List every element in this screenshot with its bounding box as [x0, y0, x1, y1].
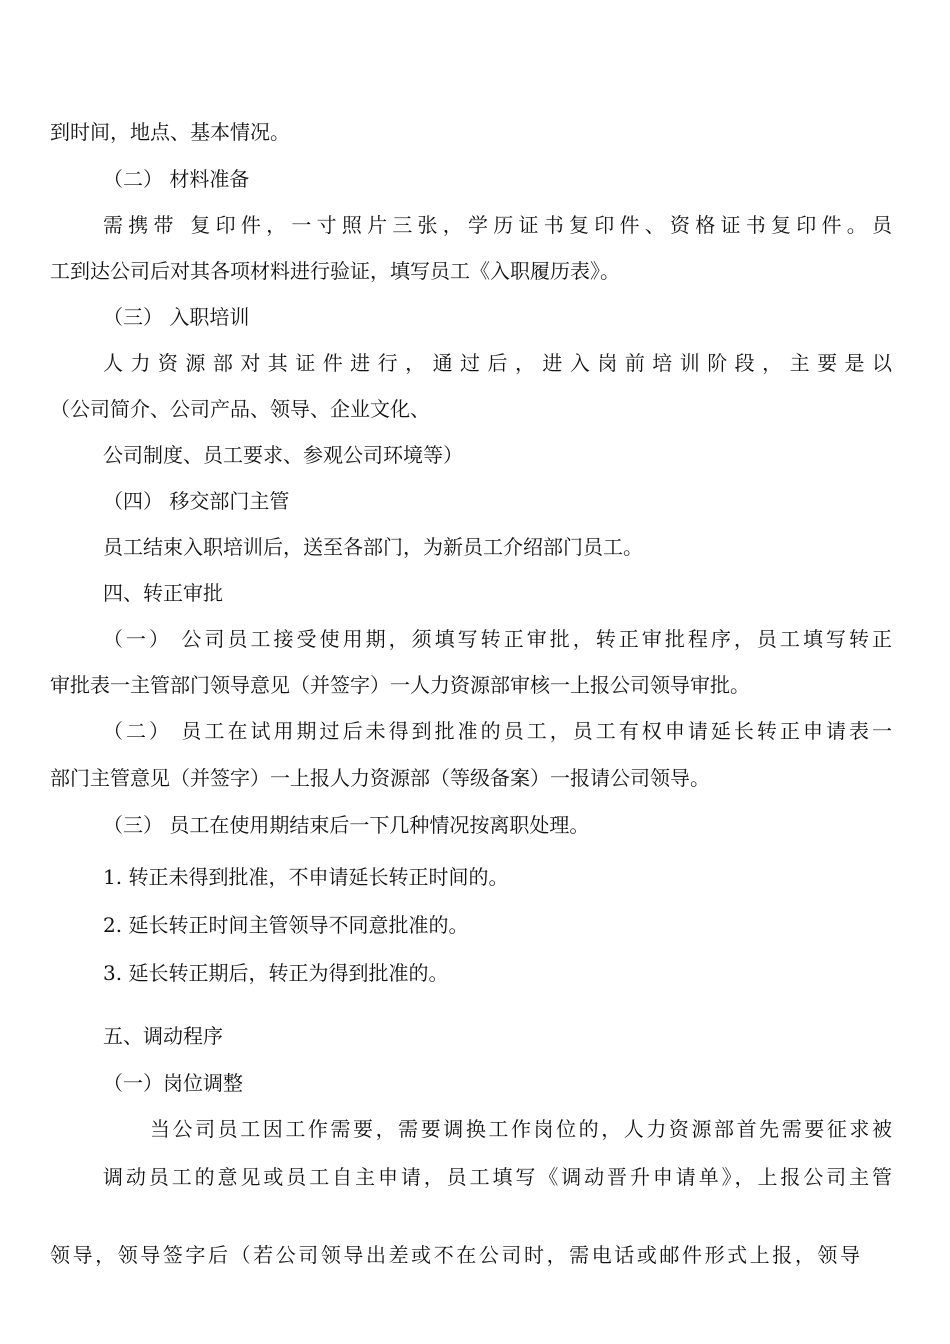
chapter-heading: 五、调动程序 — [103, 1024, 223, 1048]
paragraph-line: 调动员工的意见或员工自主申请，员工填写《调动晋升申请单》，上报公司主管 — [103, 1165, 892, 1189]
section-heading: （四） 移交部门主管 — [103, 489, 290, 513]
list-item: 1. 转正未得到批准，不申请延长转正时间的。 — [103, 865, 509, 889]
chapter-heading: 四、转正审批 — [103, 581, 223, 605]
paragraph-line: 员工结束入职培训后，送至各部门，为新员工介绍部门员工。 — [103, 535, 643, 559]
paragraph-line: 到时间，地点、基本情况。 — [50, 120, 290, 144]
section-heading: （二） 材料准备 — [103, 167, 250, 191]
paragraph-line: 当公司员工因工作需要，需要调换工作岗位的，人力资源部首先需要征求被 — [150, 1117, 892, 1141]
paragraph-line: （二） 员工在试用期过后未得到批准的员工，员工有权申请延长转正申请表一 — [103, 719, 892, 743]
paragraph-line: 部门主管意见（并签字）一上报人力资源部（等级备案）一报请公司领导。 — [50, 766, 710, 790]
list-item: 3. 延长转正期后，转正为得到批准的。 — [103, 961, 449, 985]
paragraph-line: 审批表一主管部门领导意见（并签字）一人力资源部审核一上报公司领导审批。 — [50, 673, 750, 697]
section-heading: （三） 入职培训 — [103, 305, 250, 329]
paragraph-line: 工到达公司后对其各项材料进行验证，填写员工《入职履历表》。 — [50, 259, 620, 283]
paragraph-line: 公司制度、员工要求、参观公司环境等） — [103, 443, 463, 467]
paragraph-line: 领导，领导签字后（若公司领导出差或不在公司时，需电话或邮件形式上报，领导 — [50, 1243, 860, 1267]
paragraph-line: 人力资源部对其证件进行，通过后，进入岗前培训阶段，主要是以 — [103, 351, 892, 375]
paragraph-line: （三） 员工在使用期结束后一下几种情况按离职处理。 — [103, 813, 590, 837]
paragraph-line: （公司简介、公司产品、领导、企业文化、 — [50, 397, 430, 421]
list-item: 2. 延长转正时间主管领导不同意批准的。 — [103, 913, 469, 937]
paragraph-line: 需携带 复印件，一寸照片三张，学历证书复印件、资格证书复印件。员 — [103, 213, 892, 237]
section-heading: （一）岗位调整 — [103, 1071, 243, 1095]
paragraph-line: （一） 公司员工接受使用期，须填写转正审批，转正审批程序，员工填写转正 — [103, 627, 892, 651]
